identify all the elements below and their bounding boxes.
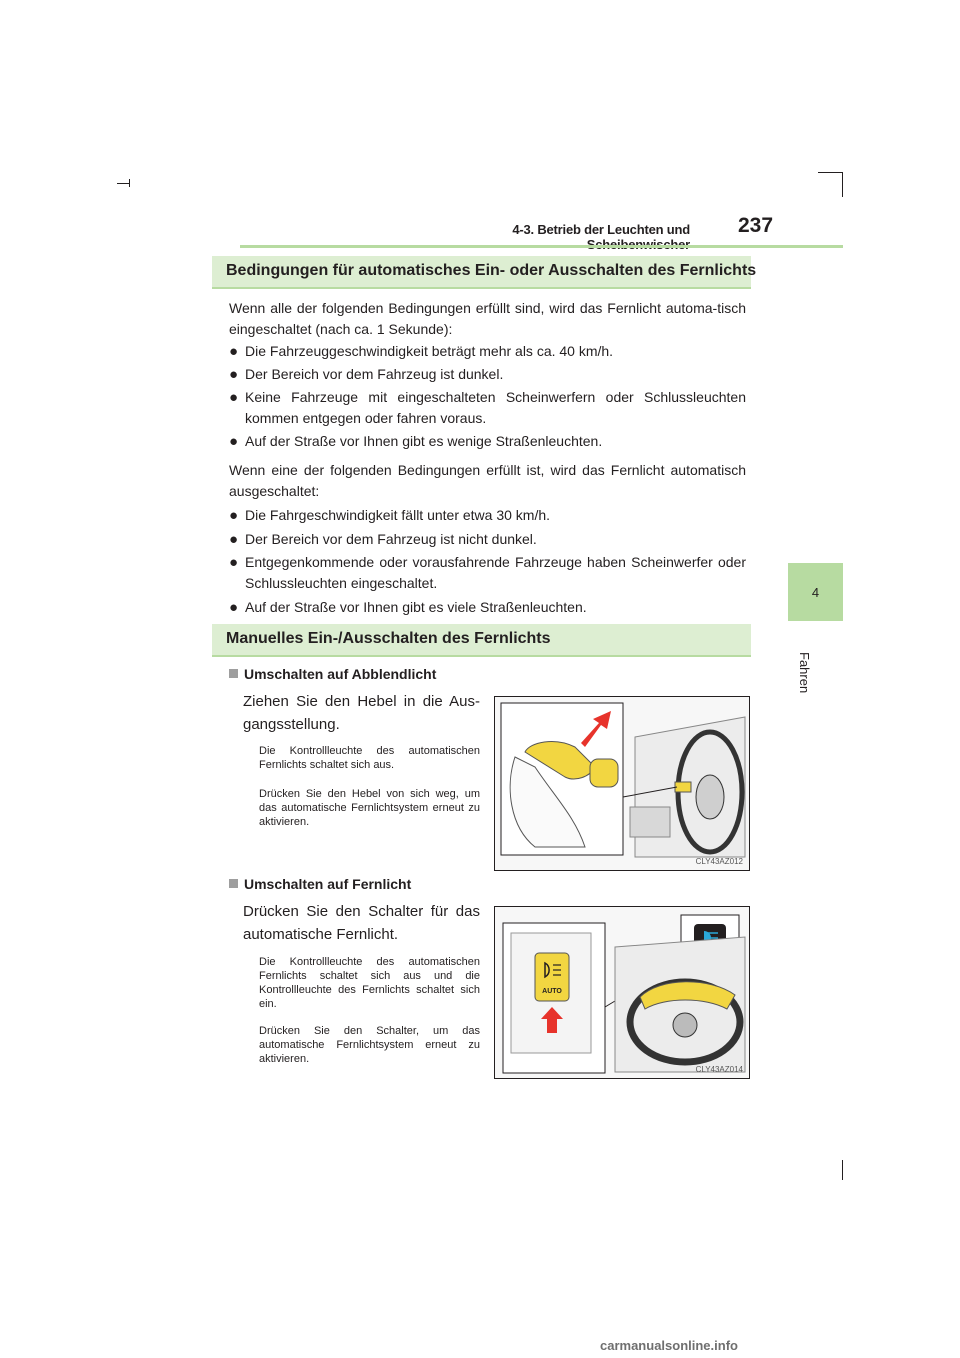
chapter-tab-label: Fahren xyxy=(797,652,812,694)
list-item: ● Keine Fahrzeuge mit eingeschalteten Scheinwerfern oder Schlussleuchten kommen entgegen oder fahren voraus. xyxy=(229,389,746,426)
bullet-icon: ● xyxy=(229,507,239,524)
list-item: ● Der Bereich vor dem Fahrzeug ist nicht dunkel. xyxy=(229,531,537,548)
page-number: 237 xyxy=(738,214,774,237)
figure-code: CLY43AZ012 xyxy=(695,857,743,866)
bullet-icon: ● xyxy=(229,343,239,360)
note-high-beam-1: Die Kontrollleuchte des automatischen Fernlichts schaltet sich aus und die Kontrollleuchte des Fernlichts schaltet sich ein. xyxy=(259,956,480,1010)
subheading-high-beam: Umschalten auf Fernlicht xyxy=(229,876,411,892)
figure-code: CLY43AZ014 xyxy=(695,1065,743,1074)
watermark: carmanualsonline.info xyxy=(600,1338,738,1353)
bullet-icon: ● xyxy=(229,531,239,548)
bullet-icon: ● xyxy=(229,366,239,383)
section-heading-text: Bedingungen für automatisches Ein- oder Ausschalten des Fernlichts xyxy=(226,262,757,279)
lever-illustration xyxy=(494,696,750,871)
list-item: ● Auf der Straße vor Ihnen gibt es wenige Straßenleuchten. xyxy=(229,433,603,450)
note-high-beam-2: Drücken Sie den Schalter, um das automatische Fernlichtsystem erneut zu aktivieren. xyxy=(259,1025,480,1065)
note-low-beam-2: Drücken Sie den Hebel von sich weg, um das automatische Fernlichtsystem erneut zu aktivieren. xyxy=(259,788,480,828)
list-item: ● Die Fahrzeuggeschwindigkeit beträgt mehr als ca. 40 km/h. xyxy=(229,343,614,360)
intro-off-paragraph: Wenn eine der folgenden Bedingungen erfüllt ist, wird das Fernlicht automatisch ausgeschaltet: xyxy=(229,462,746,499)
bullet-icon: ● xyxy=(229,389,239,406)
switch-illustration xyxy=(494,906,750,1079)
lever-drawing xyxy=(495,697,750,871)
switch-label: AUTO xyxy=(542,988,562,995)
section-heading-manual xyxy=(212,624,751,657)
list-item: ● Die Fahrgeschwindigkeit fällt unter etwa 30 km/h. xyxy=(229,507,551,524)
crop-mark xyxy=(842,1160,843,1180)
intro-on-paragraph: Wenn alle der folgenden Bedingungen erfüllt sind, wird das Fernlicht automa-tisch eingeschaltet (nach ca. 1 Sekunde): xyxy=(229,300,746,337)
instruction-low-beam: Ziehen Sie den Hebel in die Aus-gangsstellung. xyxy=(243,693,480,733)
chapter-title: 4-3. Betrieb der Leuchten und xyxy=(512,222,690,237)
note-low-beam-1: Die Kontrollleuchte des automatischen Fernlichts schaltet sich aus. xyxy=(259,745,480,771)
crop-mark xyxy=(842,172,843,197)
header-rule xyxy=(240,245,843,248)
square-bullet-icon xyxy=(229,669,238,678)
crop-mark xyxy=(818,172,843,173)
switch-drawing xyxy=(495,907,750,1079)
bullet-icon: ● xyxy=(229,599,239,616)
bullet-icon: ● xyxy=(229,433,239,450)
list-item: ● Entgegenkommende oder vorausfahrende Fahrzeuge haben Scheinwerfer oder Schlussleuchten eingeschaltet. xyxy=(229,554,746,591)
subheading-low-beam: Umschalten auf Abblendlicht xyxy=(229,666,436,682)
list-item: ● Der Bereich vor dem Fahrzeug ist dunkel. xyxy=(229,366,504,383)
square-bullet-icon xyxy=(229,879,238,888)
section-heading-automatic xyxy=(212,256,757,289)
crop-mark xyxy=(117,183,130,184)
bullet-icon: ● xyxy=(229,554,239,571)
list-item: ● Auf der Straße vor Ihnen gibt es viele Straßenleuchten. xyxy=(229,599,587,616)
instruction-high-beam: Drücken Sie den Schalter für das automatische Fernlicht. xyxy=(243,903,480,943)
chapter-tab-number: 4 xyxy=(811,585,820,600)
section-heading-text: Manuelles Ein-/Ausschalten des Fernlichts xyxy=(226,630,551,647)
